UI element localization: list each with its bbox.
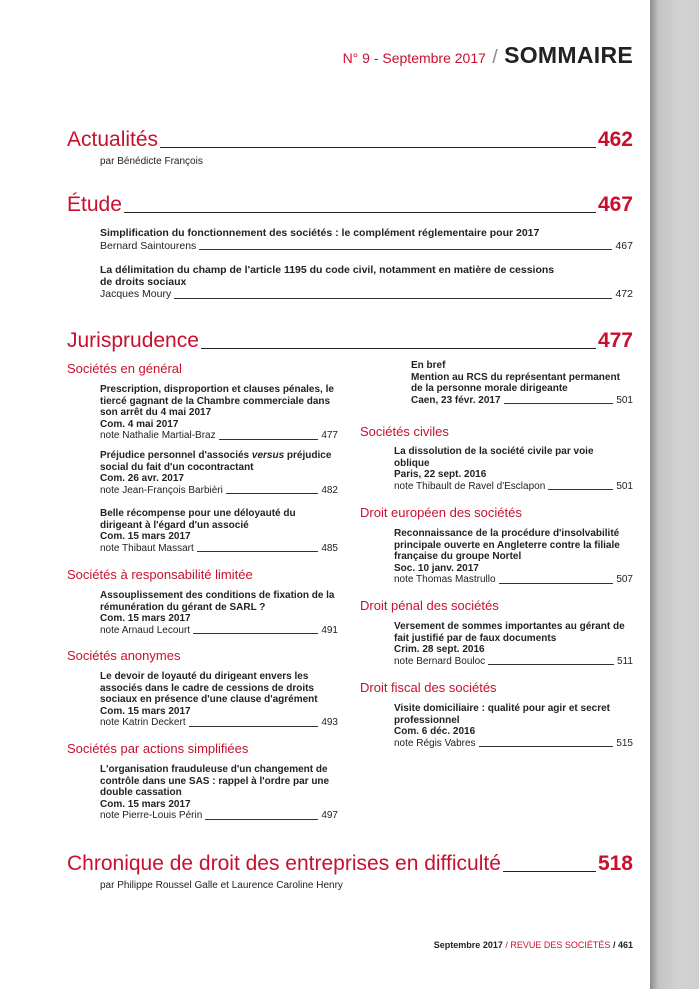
toc-entry[interactable]	[100, 764, 338, 822]
leader-line	[199, 249, 612, 250]
entry-line	[394, 738, 633, 750]
subsection-title: Sociétés à responsabilité limitée	[67, 567, 253, 582]
entry-title: La délimitation du champ de l'article 1195 du code civil, notamment en matière de cessions de droits sociaux	[100, 264, 555, 288]
subsection-title: Sociétés civiles	[360, 424, 449, 439]
toc-entry[interactable]	[100, 671, 338, 729]
entry-line	[394, 656, 633, 668]
footer-date: Septembre 2017	[433, 940, 503, 950]
entry-note: note Thibaut Massart	[100, 542, 194, 554]
entry-court: Com. 4 mai 2017	[100, 418, 179, 430]
byline: par Philippe Roussel Galle et Laurence Caroline Henry	[100, 880, 343, 891]
entry-title: Le devoir de loyauté du dirigeant envers les associés dans le cadre de cessions de droits sociaux en présence d'une clause d'agrément	[100, 671, 318, 705]
entry-note: note Régis Vabres	[394, 737, 476, 749]
toc-entry[interactable]	[100, 265, 633, 301]
section-page: 462	[597, 128, 633, 151]
byline: par Bénédicte François	[100, 156, 203, 167]
entry-title	[100, 450, 338, 473]
toc-entry[interactable]	[100, 508, 338, 554]
entry-court: Soc. 10 janv. 2017	[394, 562, 479, 574]
entry-line	[100, 625, 338, 637]
section-chronique[interactable]	[67, 852, 633, 876]
toc-entry[interactable]	[100, 228, 633, 252]
leader-line	[160, 147, 596, 148]
leader-line	[504, 403, 614, 404]
entry-note: note Thomas Mastrullo	[394, 574, 496, 585]
entry-page: 507	[616, 574, 633, 585]
entry-page: 493	[321, 717, 338, 728]
toc-entry[interactable]	[100, 384, 338, 442]
entry-page: 497	[321, 810, 338, 821]
entry-line	[100, 289, 633, 301]
section-page: 518	[597, 852, 633, 875]
entry-page: 472	[615, 288, 633, 300]
toc-entry[interactable]	[394, 621, 633, 667]
leader-line	[499, 583, 614, 584]
entry-court: Com. 15 mars 2017	[100, 531, 191, 542]
entry-court: Com. 26 avr. 2017	[100, 473, 184, 484]
section-actualites[interactable]	[67, 128, 633, 152]
footer-separator: /	[505, 940, 508, 950]
entry-line	[100, 485, 338, 497]
entry-line	[394, 481, 633, 493]
entry-page: 501	[616, 394, 633, 406]
entry-title: Assouplissement des conditions de fixation de la rémunération du gérant de SARL ?	[100, 590, 335, 613]
section-page: 477	[597, 329, 633, 352]
entry-note: note Arnaud Lecourt	[100, 624, 191, 636]
entry-court: Com. 15 mars 2017	[100, 613, 191, 624]
entry-title-part: préjudice social du fait d'un cocontractant	[100, 450, 332, 473]
entry-note: note Thibault de Ravel d'Esclapon	[394, 480, 546, 492]
leader-line	[226, 493, 318, 494]
entry-title: Visite domiciliaire : qualité pour agir et secret professionnel	[394, 703, 610, 726]
entry-title: Mention au RCS du représentant permanent de la personne morale dirigeante	[411, 371, 620, 394]
subsection-title: Sociétés anonymes	[67, 648, 181, 663]
entry-court: Com. 15 mars 2017	[100, 798, 191, 810]
subsection-title: Sociétés en général	[67, 361, 182, 376]
subsection-title: Droit pénal des sociétés	[360, 598, 499, 613]
entry-page: 482	[321, 484, 338, 496]
entry-page: 491	[321, 624, 338, 636]
section-jurisprudence[interactable]	[67, 329, 633, 353]
entry-title: L'organisation frauduleuse d'un changement de contrôle dans une SAS : rappel à l'ordre par une double cassation	[100, 764, 330, 798]
entry-line	[411, 395, 633, 407]
toc-entry[interactable]	[100, 590, 338, 636]
section-title: Jurisprudence	[67, 329, 199, 352]
leader-line	[174, 298, 612, 299]
page-edge-shadow	[650, 0, 699, 989]
leader-line	[548, 489, 613, 490]
entry-page: 511	[617, 655, 633, 667]
header-separator: /	[492, 47, 498, 68]
entry-court: Caen, 23 févr. 2017	[411, 394, 501, 406]
entry-line	[100, 241, 633, 253]
toc-entry[interactable]	[394, 446, 633, 492]
entry-line	[100, 810, 338, 822]
entry-note: note Nathalie Martial-Braz	[100, 430, 216, 441]
leader-line	[205, 819, 318, 820]
toc-entry[interactable]	[411, 360, 633, 406]
leader-line	[124, 212, 596, 213]
section-title: Chronique de droit des entreprises en difficulté	[67, 852, 501, 875]
subsection-title: Sociétés par actions simplifiées	[67, 741, 249, 756]
section-etude[interactable]	[67, 193, 633, 217]
page-footer	[434, 940, 633, 950]
entry-court: Paris, 22 sept. 2016	[394, 469, 487, 480]
toc-entry[interactable]	[394, 703, 633, 749]
subsection-label: En bref	[411, 360, 446, 371]
entry-page: 485	[321, 542, 338, 554]
entry-page: 501	[616, 480, 633, 492]
entry-title-part: Préjudice personnel d'associés	[100, 450, 252, 461]
entry-court: Com. 6 déc. 2016	[394, 726, 476, 737]
leader-line	[479, 746, 614, 747]
entry-line	[100, 717, 338, 729]
entry-title: Prescription, disproportion et clauses pénales, le tiercé gagnant de la Chambre commerciale dans son arrêt du 4 mai 2017	[100, 384, 334, 418]
leader-line	[488, 664, 614, 665]
entry-author: Bernard Saintourens	[100, 239, 197, 252]
toc-entry[interactable]	[100, 450, 338, 496]
leader-line	[503, 871, 596, 872]
footer-separator: /	[612, 940, 616, 950]
entry-page: 477	[321, 430, 338, 441]
entry-note: note Katrin Deckert	[100, 717, 186, 728]
leader-line	[197, 551, 319, 552]
issue-label: N° 9 - Septembre 2017	[342, 50, 486, 66]
entry-page: 515	[616, 737, 633, 749]
entry-title: La dissolution de la société civile par voie oblique	[394, 446, 594, 469]
section-page: 467	[597, 193, 633, 216]
leader-line	[201, 348, 596, 349]
leader-line	[219, 439, 319, 440]
section-title: Actualités	[67, 128, 159, 151]
entry-author: Jacques Moury	[100, 288, 172, 300]
entry-title: Belle récompense pour une déloyauté du dirigeant à l'égard d'un associé	[100, 508, 296, 531]
footer-page-number: 461	[617, 940, 633, 950]
entry-line	[100, 430, 338, 442]
entry-line	[394, 574, 633, 586]
page-header	[343, 42, 633, 69]
entry-title: Versement de sommes importantes au gérant de fait justifié par de faux documents	[394, 621, 625, 644]
entry-court: Crim. 28 sept. 2016	[394, 644, 485, 655]
entry-title: Simplification du fonctionnement des sociétés : le complément réglementaire pour 2017	[100, 227, 540, 239]
entry-title: Reconnaissance de la procédure d'insolvabilité principale ouverte en Angleterre contre la filiale française du groupe Nortel	[394, 528, 620, 562]
footer-journal: REVUE DES SOCIÉTÉS	[510, 940, 611, 950]
entry-page: 467	[615, 239, 633, 252]
page-title: SOMMAIRE	[504, 42, 633, 68]
subsection-title: Droit européen des sociétés	[360, 505, 522, 520]
entry-line	[100, 543, 338, 555]
leader-line	[189, 726, 319, 727]
toc-entry[interactable]	[394, 528, 633, 586]
section-title: Étude	[67, 193, 122, 216]
entry-note: note Bernard Bouloc	[394, 655, 486, 667]
entry-court: Com. 15 mars 2017	[100, 705, 191, 717]
leader-line	[193, 633, 318, 634]
entry-note: note Jean-François Barbièri	[100, 484, 223, 496]
entry-title-italic: versus	[251, 450, 285, 461]
entry-note: note Pierre-Louis Périn	[100, 810, 203, 821]
subsection-title: Droit fiscal des sociétés	[360, 680, 497, 695]
